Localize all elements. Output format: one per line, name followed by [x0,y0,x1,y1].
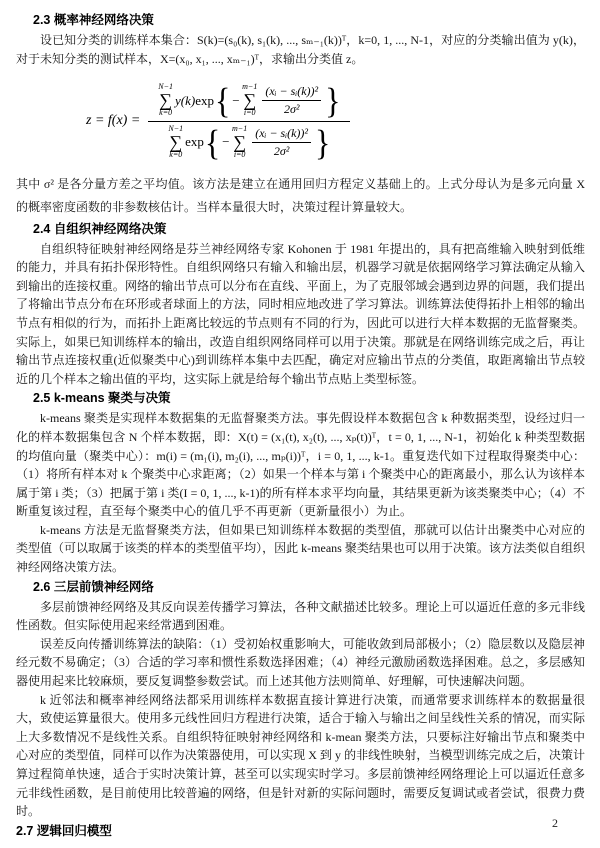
paragraph-som-decision: 自组织特征映射神经网络是芬兰神经网络专家 Kohonen 于 1981 年提出的，具有把高维输入映射到低维的能力，并具有拓扑保形特性。自组织网络只有输入和输出层，机器学习就是依据网络学习算法确定从输入到输出的连接权重。网络的输出节点可以分布在直线、平面上，为了克服邻域会遇到边界的问题，我们提出了将输出节点分布在环形或者球面上的方法，同时相应地改进了学习算法。训练算法使得拓扑上相邻的输出节点有相似的行为，而拓扑上距离比较远的节点则有不同的行为，因此可以进行大样本数据的无监督聚类。实际上，如果已知训练样本的输出，改造自组织网络同样可以用于决策。那就是在网络训练完成之后，再让输出节点连接权重(近似聚类中心)到训练样本集中去匹配，确定对应输出节点的分类值，取距离输出节点较近的几个样本之输出值的平均，这实际上就是给每个输出节点贴上类型标签。 [16,241,585,386]
sum-upper-limit: m−1 [232,123,248,133]
inner-fraction-denominator: 2σ² [273,143,290,158]
paragraph-training-samples: 设已知分类的训练样本集合：S(k)=(s₀(k), s₁(k), ..., sₘ₋₁(k))ᵀ，k=0, 1, ..., N-1，对应的分类输出值为 y(k)，对于未知分类的测试样本，X=(x₀, x₁, ..., xₘ₋₁)ᵀ，求输出分类值 z。 [16,33,585,66]
section-heading-2-5: 2.5 k-means 聚类与决策 [33,391,171,406]
sum-upper-limit: m−1 [242,82,258,92]
y-term: y(k) [175,92,196,108]
section-heading-2-7: 2.7 逻辑回归模型 [16,823,112,838]
inner-fraction-numerator: (xᵢ − sᵢ(k))² [262,84,321,101]
sigma-icon: ∑ [169,131,183,152]
exp-label: exp [185,134,204,150]
page-number: 2 [552,816,558,830]
inner-fraction [252,126,311,159]
sum-symbol [158,83,173,118]
right-brace: } [315,121,331,162]
minus-sign: − [231,92,241,108]
sum-symbol [242,83,257,118]
sum-symbol [168,125,183,160]
inner-fraction [262,84,321,117]
formula-fraction [148,80,349,162]
formula-denominator [158,122,339,163]
section-heading-2-6: 2.6 三层前馈神经网络 [33,579,154,594]
formula-numerator [148,80,349,122]
left-brace: { [204,121,221,162]
paragraph-methods-comparison: k 近邻法和概率神经网络法都采用训练样本数据直接计算进行决策，而通常要求训练样本的数据量很大，致使运算量很大。使用多元线性回归方程进行决策，适合于输入与输出之间呈线性关系的情况，而实际上大多数情况不是线性关系。自组织特征映射神经网络和 k-mean 聚类方法，只要标注好输出节点和聚类中心对应的类型值，同样可以作为决策器使用，可以实现 X 到 y 的非线性映射，当模型训练完成之后，决策计算过程简单快速，适合于实时决策计算，甚至可以实现实时学习。多层前馈神经网络理论上可以逼近任意多元非线性函数，是目前使用比较普遍的网络，但是针对新的实际问题时，需要反复调试或者尝试，很费力费时。 [16,692,585,819]
sum-lower-limit: i=0 [243,108,256,118]
paragraph-bp-drawbacks: 误差反向传播训练算法的缺陷：（1）受初始权重影响大，可能收敛到局部极小；（2）隐层数以及隐层神经元数不易确定；（3）合适的学习率和惯性系数选择困难；（4）神经元激励函数选择困难。总之，多层感知器使用起来比较麻烦，要反复调整参数尝试。而上述其他方法则简单、好理解，可快速解决问题。 [16,636,585,689]
inner-fraction-numerator: (xᵢ − sᵢ(k))² [252,126,311,143]
formula-lhs: z = f(x) = [86,113,141,129]
sum-upper-limit: N−1 [158,82,174,92]
sum-symbol [232,125,247,160]
paragraph-sigma-explanation: 其中 σ² 是各分量方差之平均值。该方法是建立在通用回归方程定义基础上的。上式分母认为是多元向量 X 的概率密度函数的非参数核估计。当样本量很大时，决策过程计算量较大。 [16,176,585,214]
sigma-icon: ∑ [233,131,247,152]
sum-lower-limit: k=0 [169,149,183,159]
pnn-decision-formula [86,80,585,162]
sigma-icon: ∑ [159,89,173,110]
left-brace: { [215,79,231,121]
sum-upper-limit: N−1 [168,123,184,133]
right-brace: } [325,79,341,121]
sum-lower-limit: k=0 [159,108,173,118]
sum-lower-limit: i=0 [233,149,246,159]
paragraph-feedforward-intro: 多层前馈神经网络及其反向误差传播学习算法，各种文献描述比较多。理论上可以逼近任意的多元非线性函数。但实际使用起来经常遇到困难。 [16,599,585,633]
section-heading-2-4: 2.4 自组织神经网络决策 [33,221,167,236]
minus-sign: − [221,134,231,150]
exp-label: exp [195,92,214,108]
paragraph-kmeans-decision: k-means 方法是无监督聚类方法，但如果已知训练样本数据的类型值，那就可以估计出聚类中心对应的类型值（可以取属于该类的样本的类型值平均），因此 k-means 聚类结果也可以用于决策。该方法类似自组织神经网络决策方法。 [16,522,585,575]
sigma-icon: ∑ [243,89,257,110]
inner-fraction-denominator: 2σ² [283,102,300,117]
section-heading-2-3: 2.3 概率神经网络决策 [33,13,154,27]
paragraph-kmeans-algorithm: k-means 聚类是实现样本数据集的无监督聚类方法。事先假设样本数据包含 k 种数据类型，设经过归一化的样本数据集包含 N 个样本数据，即：X(t) = (x₁(t), x₂(t), ..., xₚ(t))ᵀ，t = 0, 1, ..., N-1，初始化 k 种类型数据的均值向量（聚类中心）：m(i) = (m₁(i), m₂(i), ..., mₚ(i))ᵀ，i = 0, 1, ..., k-1。重复迭代如下过程取得聚类中心：（1）将所有样本对 k 个聚类中心求距离；（2）如果一个样本与第 i 个聚类中心的距离最小，那么认为该样本属于第 i 类；（3）把属于第 i 类(I = 0, 1, ..., k-1)的所有样本求平均向量，其结果更新为该类聚类中心；（4）不断重复该过程，直至每个聚类中心的值几乎不再更新（更新量很小）为止。 [16,411,585,519]
